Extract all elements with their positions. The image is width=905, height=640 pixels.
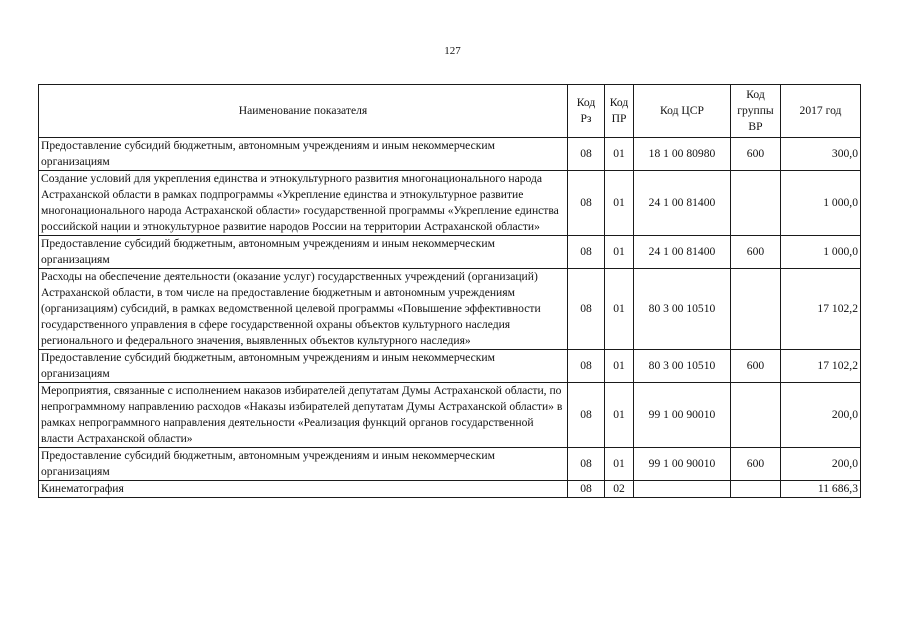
row-rz: 08 [568, 236, 605, 269]
row-name: Предоставление субсидий бюджетным, автономным учреждениям и иным некоммерческим организациям [39, 448, 568, 481]
table-row [39, 448, 861, 481]
row-vr: 600 [731, 138, 781, 171]
row-csr: 99 1 00 90010 [634, 383, 731, 448]
row-value: 11 686,3 [781, 481, 861, 498]
row-value: 1 000,0 [781, 171, 861, 236]
row-csr: 18 1 00 80980 [634, 138, 731, 171]
row-value: 300,0 [781, 138, 861, 171]
table-body [39, 138, 861, 498]
budget-table [38, 84, 861, 498]
row-csr: 24 1 00 81400 [634, 171, 731, 236]
header-csr: Код ЦСР [634, 85, 731, 138]
row-name: Расходы на обеспечение деятельности (оказание услуг) государственных учреждений (организаций) Астраханской области, в том числе на предоставление бюджетным и автономным учреждениям (организациям) субсидий, в рамках ведомственной целевой программы «Повышение эффективности государственного управления в сфере государственной охраны объектов культурного наследия регионального и федерального значения, выявленных объектов культурного наследия» [39, 269, 568, 350]
row-vr: 600 [731, 350, 781, 383]
row-value: 200,0 [781, 383, 861, 448]
row-vr [731, 481, 781, 498]
header-year: 2017 год [781, 85, 861, 138]
row-rz: 08 [568, 171, 605, 236]
row-vr: 600 [731, 448, 781, 481]
row-csr: 99 1 00 90010 [634, 448, 731, 481]
row-rz: 08 [568, 350, 605, 383]
table-row [39, 236, 861, 269]
row-vr: 600 [731, 236, 781, 269]
row-vr [731, 269, 781, 350]
row-csr: 80 3 00 10510 [634, 350, 731, 383]
row-pr: 01 [605, 236, 634, 269]
header-pr: Код ПР [605, 85, 634, 138]
row-pr: 01 [605, 448, 634, 481]
row-vr [731, 383, 781, 448]
table-header [39, 85, 861, 138]
header-name: Наименование показателя [39, 85, 568, 138]
row-csr [634, 481, 731, 498]
row-name: Кинематография [39, 481, 568, 498]
table-row [39, 481, 861, 498]
row-pr: 01 [605, 350, 634, 383]
row-pr: 02 [605, 481, 634, 498]
row-pr: 01 [605, 171, 634, 236]
row-pr: 01 [605, 138, 634, 171]
header-rz: Код Рз [568, 85, 605, 138]
table-row [39, 350, 861, 383]
row-csr: 80 3 00 10510 [634, 269, 731, 350]
row-value: 200,0 [781, 448, 861, 481]
header-row [39, 85, 861, 138]
row-rz: 08 [568, 448, 605, 481]
table-row [39, 383, 861, 448]
row-rz: 08 [568, 481, 605, 498]
table-row [39, 138, 861, 171]
row-rz: 08 [568, 138, 605, 171]
row-name: Мероприятия, связанные с исполнением наказов избирателей депутатам Думы Астраханской области, по непрограммному направлению расходов «Наказы избирателей депутатам Думы Астраханской области» в рамках непрограммного направления деятельности «Реализация функций органов государственной власти Астраханской области» [39, 383, 568, 448]
row-name: Предоставление субсидий бюджетным, автономным учреждениям и иным некоммерческим организациям [39, 350, 568, 383]
header-vr: Код группы ВР [731, 85, 781, 138]
row-name: Создание условий для укрепления единства и этнокультурного развития многонационального народа Астраханской области в рамках подпрограммы «Укрепление единства и этнокультурное развитие многонационального народа Астраханской области» государственной программы «Укрепление единства российской нации и этнокультурное развитие народов России на территории Астраханской области» [39, 171, 568, 236]
row-rz: 08 [568, 269, 605, 350]
row-pr: 01 [605, 383, 634, 448]
row-pr: 01 [605, 269, 634, 350]
row-rz: 08 [568, 383, 605, 448]
row-vr [731, 171, 781, 236]
table-row [39, 171, 861, 236]
table-row [39, 269, 861, 350]
row-value: 1 000,0 [781, 236, 861, 269]
row-name: Предоставление субсидий бюджетным, автономным учреждениям и иным некоммерческим организациям [39, 236, 568, 269]
row-csr: 24 1 00 81400 [634, 236, 731, 269]
row-value: 17 102,2 [781, 350, 861, 383]
row-value: 17 102,2 [781, 269, 861, 350]
page-number: 127 [444, 45, 461, 57]
row-name: Предоставление субсидий бюджетным, автономным учреждениям и иным некоммерческим организациям [39, 138, 568, 171]
